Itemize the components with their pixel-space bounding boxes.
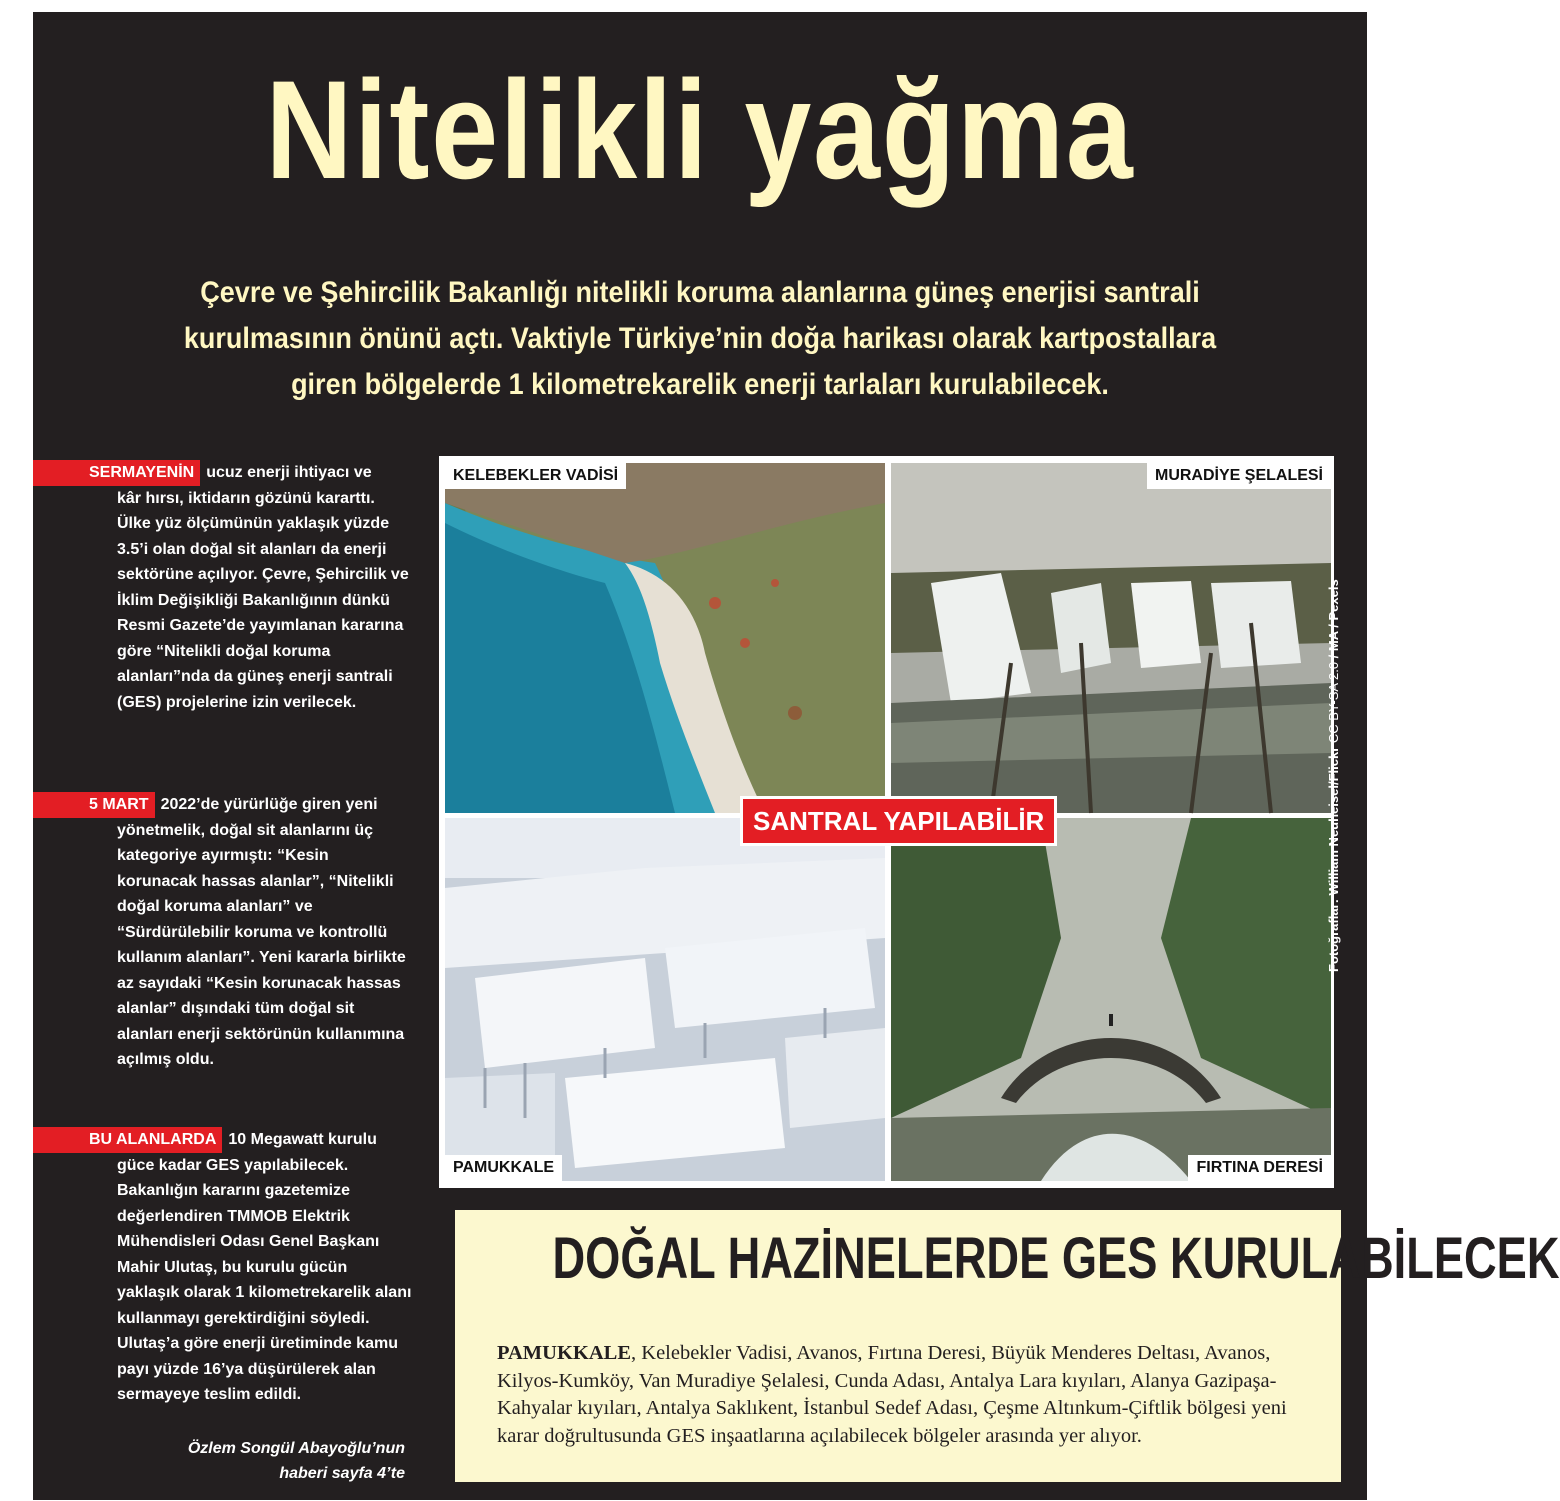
info-box (455, 1210, 1560, 1482)
waterfall-image (891, 463, 1331, 813)
paragraph-bu-alanlarda (33, 1127, 413, 1408)
photo-credit: Fotoğraflar: William Neuheisel/Flickr CC BY-SA 2.0 / MA / Pexels (1326, 579, 1341, 972)
photo-kelebekler-vadisi (445, 463, 885, 813)
photo-firtina-deresi (891, 818, 1331, 1181)
aerial-beach-image (445, 463, 885, 813)
photo-label: FIRTINA DERESİ (1188, 1155, 1331, 1181)
box-body: , Kelebekler Vadisi, Avanos, Fırtına Deresi, Büyük Menderes Deltası, Avanos, Kilyos-Kumköy, Van Muradiye Şelalesi, Cunda Adası, Antalya Lara kıyıları, Alanya Gazipaşa-Kahyalar kıyıları, Antalya Saklıkent, İstanbul Sedef Adası, Çeşme Altınkum-Çiftlik bölgesi yeni karar doğrultusunda GES inşaatlarına açılabilecek bölgeler arasında yer alıyor. (497, 1342, 1287, 1447)
paragraph-tag: BU ALANLARDA (33, 1127, 222, 1153)
photo-label: PAMUKKALE (445, 1155, 562, 1181)
photo-muradiye-selalesi (891, 463, 1331, 813)
travertine-image (445, 818, 885, 1181)
paragraph-5-mart (33, 792, 413, 1073)
box-title: DOĞAL HAZİNELERDE GES KURULABİLECEK (552, 1226, 1560, 1291)
box-text (497, 1340, 1321, 1450)
photo-grid (439, 456, 1334, 1188)
deck-line: kurulmasının önünü açtı. Vaktiyle Türkiye’nin doğa harikası olarak kartpostallara (183, 322, 1217, 355)
photo-label: MURADİYE ŞELALESİ (1147, 463, 1331, 489)
paragraph-sermaye (33, 460, 413, 715)
paragraph-first-line: 10 Megawatt kurulu (228, 1131, 377, 1148)
paragraph-body: kâr hırsı, iktidarın gözünü kararttı. Ülke yüz ölçümünün yaklaşık yüzde 3.5’i olan doğal sit alanları da enerji sektörüne açılıyor. Çevre, Şehircilik ve İklim Değişikliği Bakanlığının dünkü Resmi Gazete’de yayımlanan kararına göre “Nitelikli doğal koruma alanları”nda da güneş enerji santrali (GES) projelerine izin verilecek. (117, 489, 409, 711)
headline: Nitelikli yağma (265, 51, 1135, 208)
deck (93, 270, 1307, 408)
byline: Özlem Songül Abayoğlu’nun haberi sayfa 4’te (187, 1440, 405, 1482)
paragraph-tag: 5 MART (33, 792, 155, 818)
photo-label: KELEBEKLER VADİSİ (445, 463, 626, 489)
paragraph-first-line: 2022’de yürürlüğe giren yeni (160, 796, 378, 813)
paragraph-tag: SERMAYENİN (33, 460, 200, 486)
photo-pamukkale (445, 818, 885, 1181)
deck-line: giren bölgelerde 1 kilometrekarelik enerji tarlaları kurulabilecek. (291, 368, 1109, 401)
paragraph-body: yönetmelik, doğal sit alanlarını üç kategoriye ayırmıştı: “Kesin korunacak hassas alanlar”, “Nitelikli doğal koruma alanları” ve “Sürdürülebilir koruma ve kontrollü kullanım alanları”. Yeni kararla birlikte az sayıdaki “Kesin korunacak hassas alanlar” dışındaki tüm doğal sit alanları enerji sektörünün kullanımına açılmış oldu. (117, 821, 406, 1068)
deck-line: Çevre ve Şehircilik Bakanlığı nitelikli koruma alanlarına güneş enerjisi santrali (200, 276, 1200, 309)
box-lead: PAMUKKALE (497, 1342, 632, 1364)
paragraph-first-line: ucuz enerji ihtiyacı ve (206, 464, 372, 481)
stone-bridge-image (891, 818, 1331, 1181)
paragraph-body: güce kadar GES yapılabilecek. Bakanlığın kararını gazetemize değerlendiren TMMOB Elektrik Mühendisleri Odası Genel Başkanı Mahir Ulutaş, bu kurulu gücün yaklaşık olarak 1 kilometrekarelik alanı kullanmayı gerektirdiğini söyledi. Ulutaş’a göre enerji üretiminde kamu payı yüzde 16’ya düşürülerek alan sermayeye teslim edildi. (117, 1156, 412, 1403)
newspaper-page (33, 12, 1560, 1500)
santral-badge: SANTRAL YAPILABİLİR (740, 796, 1057, 846)
